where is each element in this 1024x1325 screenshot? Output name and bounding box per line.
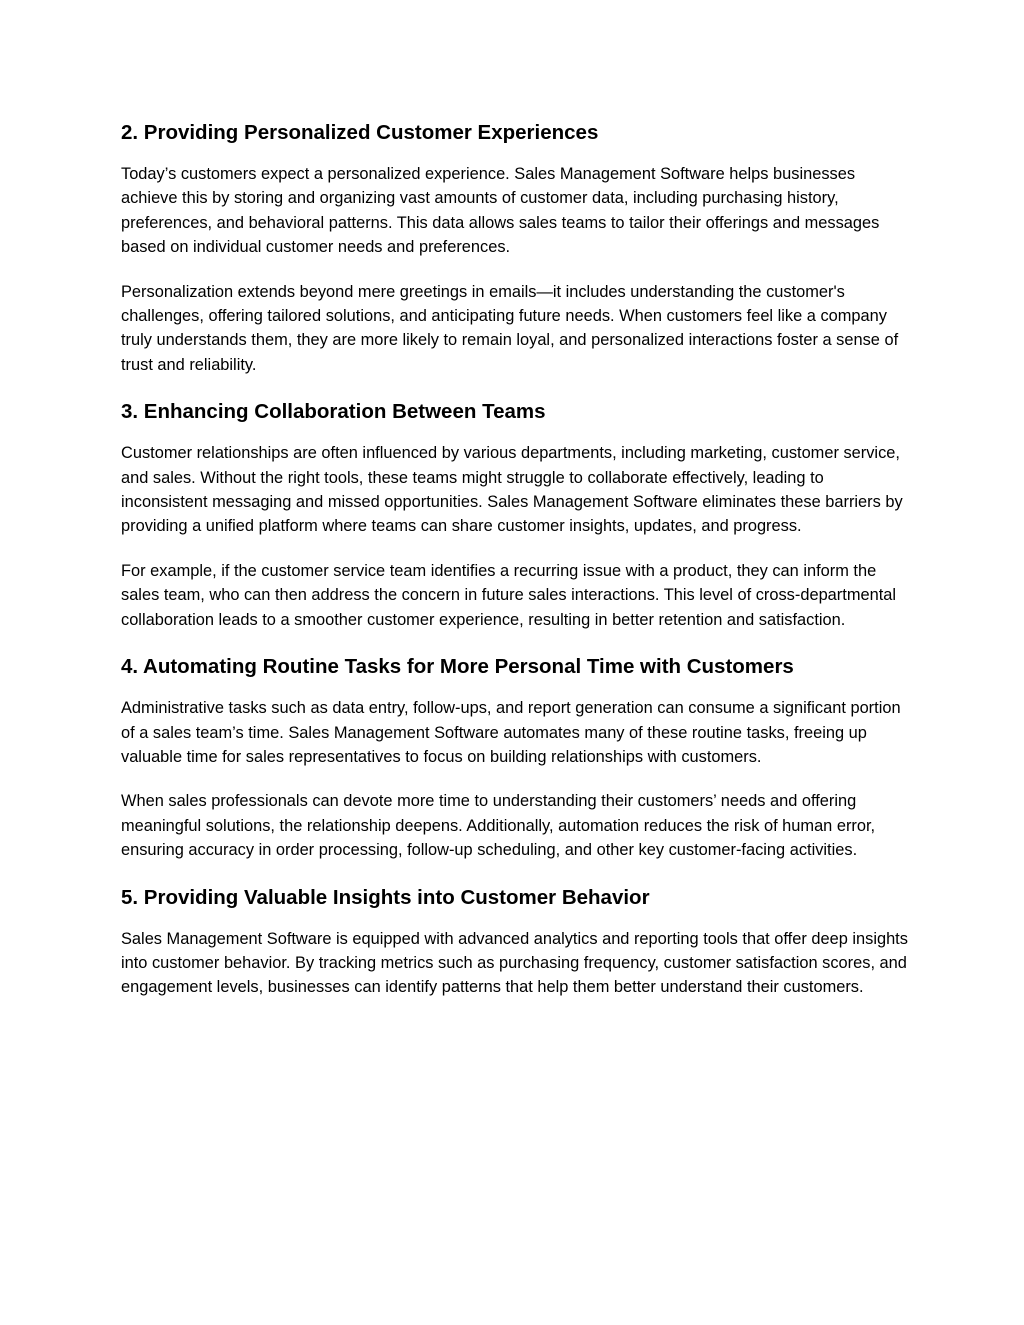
section-paragraph: Sales Management Software is equipped with advanced analytics and reporting tools that offer deep insights into customer behavior. By tracking metrics such as purchasing frequency, customer satisfaction scores, and engagement levels, businesses can identify patterns that help them better understand their customers. (121, 929, 908, 997)
section-paragraph: Personalization extends beyond mere greetings in emails—it includes understanding the customer's challenges, offering tailored solutions, and anticipating future needs. When customers feel like a company truly understands them, they are more likely to remain loyal, and personalized interactions foster a sense of trust and reliability. (121, 282, 899, 374)
section-collaboration (121, 397, 911, 632)
document-page (121, 118, 911, 1020)
section-heading: 3. Enhancing Collaboration Between Teams (121, 400, 546, 424)
section-customer-insights (121, 883, 911, 1000)
section-paragraph: Today’s customers expect a personalized experience. Sales Management Software helps businesses achieve this by storing and organizing vast amounts of customer data, including purchasing history, preferences, and behavioral patterns. This data allows sales teams to tailor their offerings and messages based on individual customer needs and preferences. (121, 165, 880, 257)
section-automating-tasks (121, 652, 911, 862)
section-paragraph: Administrative tasks such as data entry, follow-ups, and report generation can consume a significant portion of a sales team’s time. Sales Management Software automates many of these routine tasks, freeing up valuable time for sales representatives to focus on building relationships with customers. (121, 699, 901, 766)
section-heading: 4. Automating Routine Tasks for More Personal Time with Customers (121, 655, 794, 679)
section-paragraph: When sales professionals can devote more time to understanding their customers’ needs and offering meaningful solutions, the relationship deepens. Additionally, automation reduces the risk of human error, ensuring accuracy in order processing, follow-up scheduling, and other key customer-facing activities. (121, 792, 876, 860)
section-paragraph: Customer relationships are often influenced by various departments, including marketing, customer service, and sales. Without the right tools, these teams might struggle to collaborate effectively, leading to inconsistent messaging and missed opportunities. Sales Management Software eliminates these barriers by providing a unified platform where teams can share customer insights, updates, and progress. (121, 444, 903, 536)
section-personalized-experiences (121, 118, 911, 377)
section-heading: 5. Providing Valuable Insights into Customer Behavior (121, 885, 650, 909)
section-heading: 2. Providing Personalized Customer Experiences (121, 121, 599, 144)
section-paragraph: For example, if the customer service team identifies a recurring issue with a product, they can inform the sales team, who can then address the concern in future sales interactions. This level of cross-departmental collaboration leads to a smoother customer experience, resulting in better retention and satisfaction. (121, 561, 897, 629)
